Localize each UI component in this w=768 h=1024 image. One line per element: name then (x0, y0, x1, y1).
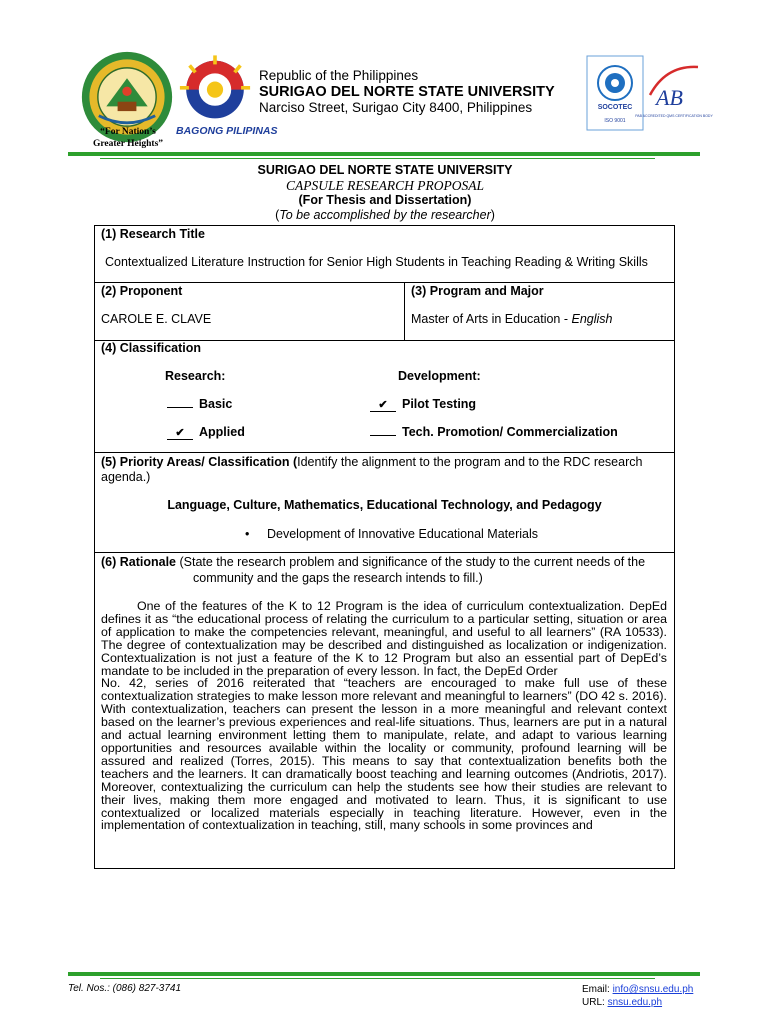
bagong-pilipinas-logo (174, 50, 256, 122)
row-divider (95, 282, 674, 283)
rationale-note-line2: community and the gaps the research intends to fill.) (193, 571, 483, 585)
research-type-label: Research: (165, 369, 226, 383)
bullet-icon: • (245, 527, 250, 541)
row-divider (95, 552, 674, 553)
proponent-value: CAROLE E. CLAVE (101, 312, 212, 326)
tech-promotion-checkbox (370, 435, 396, 436)
iso-text: ISO 9001 (604, 118, 626, 124)
footer-rule-thick (68, 972, 700, 976)
title-thesis: (For Thesis and Dissertation) (298, 193, 472, 207)
row-divider (95, 452, 674, 453)
url-link[interactable]: snsu.edu.ph (607, 997, 663, 1008)
university-name: SURIGAO DEL NORTE STATE UNIVERSITY (259, 84, 555, 100)
pab-accreditation-logo (635, 55, 713, 131)
basic-checkbox (167, 407, 193, 408)
socotec-text: SOCOTEC (597, 104, 633, 111)
research-title-value: Contextualized Literature Instruction for Senior High Students in Teaching Reading & Writing Skills (105, 255, 648, 269)
option-tech-promotion: Tech. Promotion/ Commercialization (370, 425, 618, 440)
program-label: (3) Program and Major (411, 284, 544, 298)
header-rule-thin (100, 158, 655, 159)
option-pilot-testing: ✔ Pilot Testing (370, 397, 476, 412)
socotec-iso-logo (586, 55, 644, 131)
rationale-label: (6) Rationale (State the research problem and significance of the study to the current needs of the (101, 555, 646, 569)
proponent-label: (2) Proponent (101, 284, 183, 298)
program-value: Master of Arts in Education - English (411, 312, 613, 326)
column-divider (404, 282, 405, 340)
title-instruction: (To be accomplished by the researcher) (275, 208, 495, 222)
research-title-label: (1) Research Title (101, 227, 205, 241)
rationale-body (101, 600, 667, 832)
bagong-pilipinas-text: BAGONG PILIPINAS (176, 125, 278, 137)
rationale-paragraph-1: One of the features of the K to 12 Program is the idea of curriculum contextualization. DepEd defines it as “the educational process of relating the curriculum to a particular setting, situation or area of application to make the competencies relevant, meaningful, and useful to all learners” (RA 10533). The degree of contextualization may be described and distinguished as localization or indigenization. Contextualization is not just a feature of the K to 12 Program but also an essential part of DepEd’s mandate to be included in the preparation of every lesson. In fact, the DepEd Order (101, 599, 667, 678)
title-proposal: CAPSULE RESEARCH PROPOSAL (286, 178, 484, 193)
email-link[interactable]: info@snsu.edu.ph (612, 984, 694, 995)
university-motto: “For Nation’s Greater Heights” (92, 127, 164, 149)
proposal-form (94, 225, 675, 869)
document-title (94, 163, 676, 223)
pab-text: AB (656, 85, 683, 110)
footer-contact (582, 983, 693, 1009)
option-applied: ✔ Applied (167, 425, 245, 440)
pilot-testing-checkbox: ✔ (370, 399, 396, 412)
footer-email: Email: info@snsu.edu.ph (582, 984, 694, 995)
republic-line: Republic of the Philippines (259, 68, 419, 83)
title-university: SURIGAO DEL NORTE STATE UNIVERSITY (257, 163, 513, 177)
development-type-label: Development: (398, 369, 481, 383)
option-basic: Basic (167, 397, 232, 412)
rationale-paragraph-2: No. 42, series of 2016 reiterated that “teachers are encouraged to make full use of these contextualization strategies to make lesson more relevant and meaningful to learners” (DO 42 s. 2016). With contextualization, teachers can present the lesson in a more meaningful and relevant context based on the learner’s previous experiences and real-life situations. Thus, learners are put in a natural and actual learning environment letting them to manipulate, relate, and adapt to various learning opportunities and resources available within the locality or community, profound learning will be assured and realized (Torres, 2015). This means to say that contextualization benefits both the teachers and the learners. It can dramatically boost teaching and learning outcomes (Andriotis, 2017). Moreover, contextualizing the curriculum can help the students see how their studies are relevant to their lives, making them more engaged and motivated to learn. Thus, it is significant to use contextualized or localized materials especially in teaching literature. However, even in the implementation of contextualization in teaching, still, many schools in some provinces and (101, 676, 667, 833)
footer-url: URL: snsu.edu.ph (582, 997, 663, 1008)
header-rule-thick (68, 152, 700, 156)
priority-areas-value: Language, Culture, Mathematics, Educational Technology, and Pedagogy (167, 498, 602, 512)
priority-areas-label: (5) Priority Areas/ Classification (Identify the alignment to the program and to the RDC research agenda.) (101, 455, 643, 484)
footer-telephone: Tel. Nos.: (086) 827-3741 (68, 983, 182, 994)
pab-small-text: PAB ACCREDITED QMS CERTIFICATION BODY (635, 114, 713, 118)
classification-label: (4) Classification (101, 341, 202, 355)
priority-bullet: • Development of Innovative Educational Materials (245, 527, 538, 541)
footer-rule-thin (100, 978, 655, 979)
applied-checkbox: ✔ (167, 427, 193, 440)
university-address: Narciso Street, Surigao City 8400, Philippines (259, 100, 533, 115)
